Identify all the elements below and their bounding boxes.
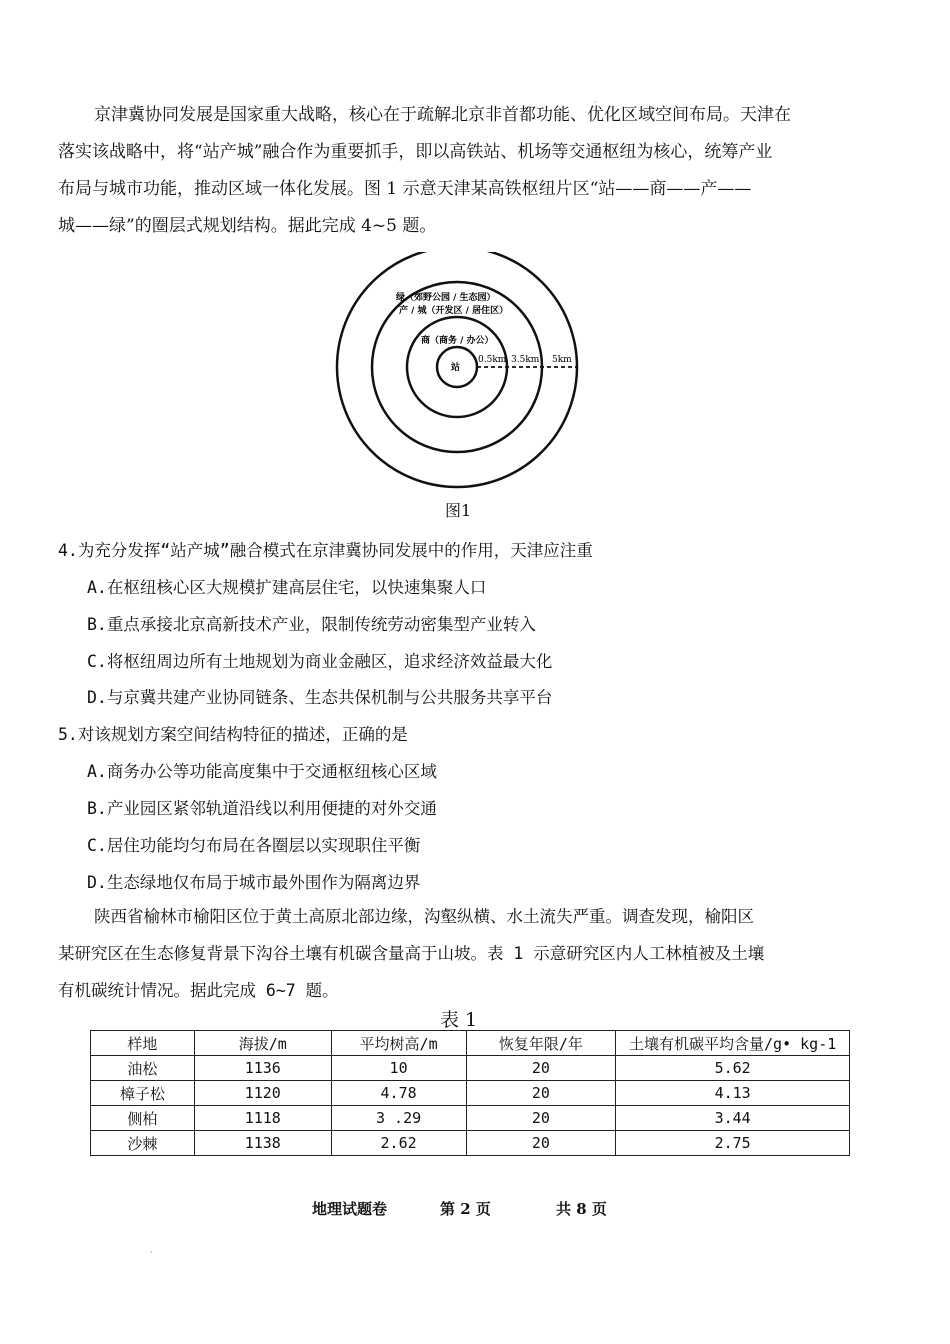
table-cell: 油松 [91, 1056, 195, 1081]
figure-1-ring-diagram [330, 252, 592, 504]
intro-line: 京津冀协同发展是国家重大战略，核心在于疏解北京非首都功能、优化区域空间布局。天津在 [94, 105, 791, 125]
question-4-option-d: D.与京冀共建产业协同链条、生态共保机制与公共服务共享平台 [87, 688, 553, 707]
label-5km: 5km [552, 355, 572, 365]
question-4-option-c: C.将枢纽周边所有土地规划为商业金融区，追求经济效益最大化 [87, 652, 553, 671]
label-business: 商（商务 / 办公） [421, 336, 494, 346]
intro-line: 布局与城市功能，推动区域一体化发展。图 1 示意天津某高铁枢纽片区“站——商——产—— [58, 179, 752, 199]
header-site: 样地 [91, 1031, 195, 1056]
question-4-option-b: B.重点承接北京高新技术产业，限制传统劳动密集型产业转入 [87, 615, 536, 634]
question-4-option-a: A.在枢纽核心区大规模扩建高层住宅，以快速集聚人口 [87, 578, 487, 597]
table-cell: 5.62 [616, 1056, 850, 1081]
question-5-option-c: C.居住功能均匀布局在各圈层以实现职住平衡 [87, 836, 421, 855]
intro2-line: 某研究区在生态修复背景下沟谷土壤有机碳含量高于山坡。表 1 示意研究区内人工林植被及土壤 [58, 944, 765, 963]
intro2-line: 有机碳统计情况。据此完成 6~7 题。 [58, 981, 339, 1000]
label-0-5km: 0.5km [478, 355, 507, 365]
question-5-option-b: B.产业园区紧邻轨道沿线以利用便捷的对外交通 [87, 799, 437, 818]
footer-page: 第 2 页 [440, 1200, 491, 1218]
table-cell: 1138 [194, 1131, 331, 1156]
question-5-stem: 5.对该规划方案空间结构特征的描述，正确的是 [58, 725, 408, 744]
table-cell: 2.62 [331, 1131, 466, 1156]
header-recovery-years: 恢复年限/年 [466, 1031, 616, 1056]
table-1 [90, 1030, 850, 1156]
table-row [91, 1056, 850, 1081]
table-header-row [91, 1031, 850, 1056]
table-cell: 20 [466, 1056, 616, 1081]
question-5-option-a: A.商务办公等功能高度集中于交通枢纽核心区域 [87, 762, 437, 781]
table-cell: 樟子松 [91, 1081, 195, 1106]
footer-subject: 地理试题卷 [312, 1200, 388, 1218]
table-cell: 3.44 [616, 1106, 850, 1131]
scan-speck: · [594, 98, 597, 107]
table-row [91, 1131, 850, 1156]
scan-speck: · [150, 1248, 153, 1257]
table-cell: 侧柏 [91, 1106, 195, 1131]
table-cell: 20 [466, 1106, 616, 1131]
table-cell: 沙棘 [91, 1131, 195, 1156]
label-industry-city: 产 / 城（开发区 / 居住区） [399, 306, 509, 316]
table-row [91, 1081, 850, 1106]
intro-line: 城——绿”的圈层式规划结构。据此完成 4~5 题。 [58, 216, 437, 236]
figure-1-caption: 图1 [445, 501, 472, 520]
table-cell: 20 [466, 1131, 616, 1156]
table-1-title: 表 1 [440, 1009, 478, 1031]
question-4-stem: 4.为充分发挥“站产城”融合模式在京津冀协同发展中的作用，天津应注重 [58, 541, 593, 560]
intro-line: 落实该战略中，将“站产城”融合作为重要抓手，即以高铁站、机场等交通枢纽为核心，统筹产业 [58, 142, 773, 162]
table-cell: 4.13 [616, 1081, 850, 1106]
table-row [91, 1106, 850, 1131]
header-soil-carbon: 土壤有机碳平均含量/g• kg-1 [616, 1031, 850, 1056]
table-cell: 1120 [194, 1081, 331, 1106]
table-cell: 20 [466, 1081, 616, 1106]
question-5-option-d: D.生态绿地仅布局于城市最外围作为隔离边界 [87, 873, 421, 892]
label-3-5km: 3.5km [511, 355, 540, 365]
intro2-line: 陕西省榆林市榆阳区位于黄土高原北部边缘，沟壑纵横、水土流失严重。调查发现，榆阳区 [94, 907, 754, 926]
label-green: 绿（郊野公园 / 生态园） [396, 293, 496, 303]
table-cell: 10 [331, 1056, 466, 1081]
table-cell: 4.78 [331, 1081, 466, 1106]
label-station: 站 [451, 363, 461, 373]
table-cell: 1136 [194, 1056, 331, 1081]
table-cell: 1118 [194, 1106, 331, 1131]
header-tree-height: 平均树高/m [331, 1031, 466, 1056]
table-cell: 3 .29 [331, 1106, 466, 1131]
footer-total: 共 8 页 [556, 1200, 607, 1218]
header-altitude: 海拔/m [194, 1031, 331, 1056]
table-cell: 2.75 [616, 1131, 850, 1156]
